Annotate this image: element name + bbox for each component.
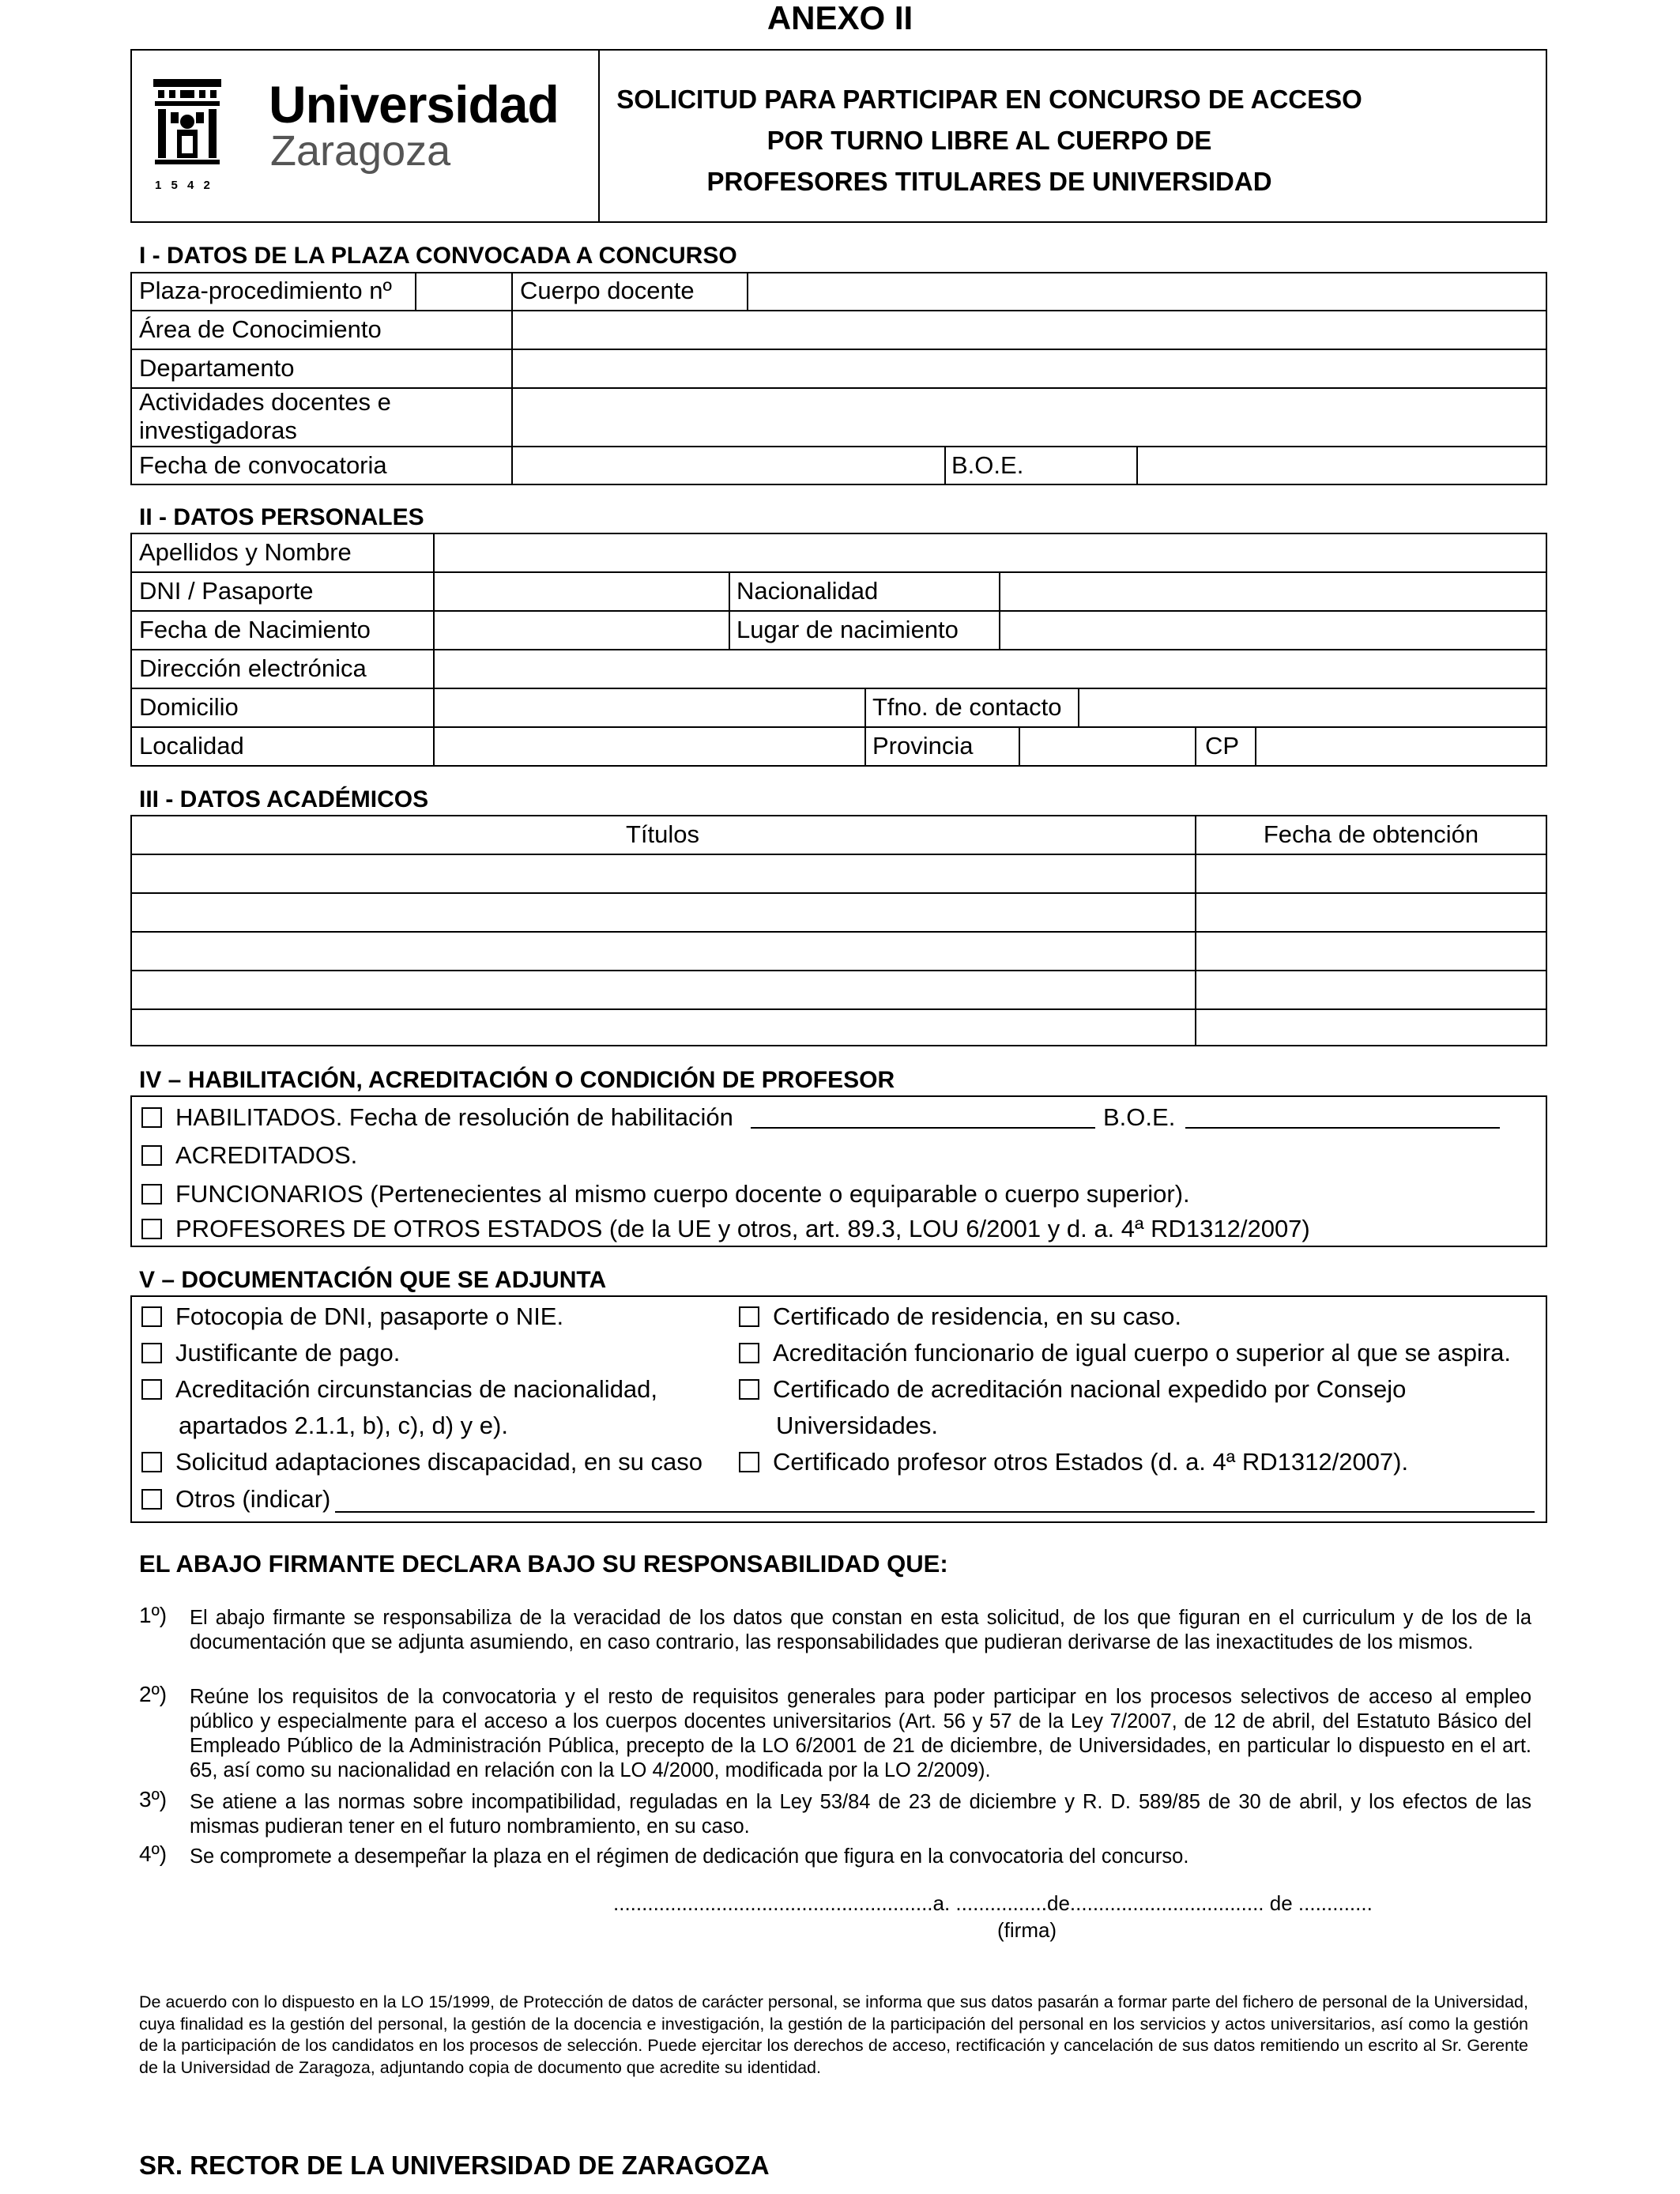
- area-label: Área de Conocimiento: [139, 315, 382, 343]
- titulo-row-2[interactable]: [132, 894, 1193, 930]
- fecha-obtencion-header: Fecha de obtención: [1263, 820, 1479, 848]
- acreditacion-funcionario-checkbox[interactable]: [739, 1343, 759, 1363]
- provincia-field[interactable]: [1021, 728, 1193, 765]
- acreditados-label: ACREDITADOS.: [175, 1141, 358, 1169]
- departamento-label: Departamento: [139, 354, 295, 382]
- university-building-icon: [152, 77, 223, 182]
- addressee: SR. RECTOR DE LA UNIVERSIDAD DE ZARAGOZA: [139, 2151, 770, 2180]
- justificante-pago-checkbox[interactable]: [141, 1343, 162, 1363]
- declaration-item-2-text: Reúne los requisitos de la convocatoria y el resto de requisitos generales para poder participar en los procesos selectivos de acceso al empleo público y especialmente para el acceso a los cuerpos docentes universitarios (Art. 56 y 57 de la Ley 7/2007, de 12 de abril, del Estatuto Básico del Empleado Público de la Administración Pública, precepto de la LO 6/2001 de 21 de diciembre, de Universidades, en particular lo dispuesto en el art. 65, así como su nacionalidad en relación con la LO 4/2000, modificada por la LO 2/2009).: [190, 1686, 1531, 1781]
- otros-field-line[interactable]: [335, 1511, 1535, 1513]
- certificado-profesor-otros-estados-checkbox[interactable]: [739, 1452, 759, 1472]
- logo-city: Zaragoza: [270, 127, 451, 175]
- habilitados-label: HABILITADOS. Fecha de resolución de habilitación: [175, 1103, 733, 1131]
- email-label: Dirección electrónica: [139, 654, 367, 682]
- acreditacion-nacionalidad-checkbox[interactable]: [141, 1379, 162, 1400]
- certificado-profesor-otros-estados-label: Certificado profesor otros Estados (d. a. 4ª RD1312/2007).: [773, 1448, 1409, 1476]
- certificado-acreditacion-nacional-label-2: Universidades.: [776, 1412, 939, 1439]
- fecha-row-4[interactable]: [1196, 971, 1546, 1008]
- plaza-label: Plaza-procedimiento nº: [139, 277, 392, 304]
- telefono-label: Tfno. de contacto: [872, 693, 1062, 721]
- titulo-row-5[interactable]: [132, 1010, 1193, 1045]
- section-5-heading: V – DOCUMENTACIÓN QUE SE ADJUNTA: [139, 1267, 607, 1293]
- adaptaciones-discapacidad-label: Solicitud adaptaciones discapacidad, en su caso: [175, 1448, 703, 1476]
- titulo-row-3[interactable]: [132, 933, 1193, 969]
- localidad-field[interactable]: [435, 728, 863, 765]
- actividades-field[interactable]: [514, 389, 1546, 445]
- nacionalidad-label: Nacionalidad: [736, 577, 879, 605]
- apellidos-label: Apellidos y Nombre: [139, 538, 352, 566]
- actividades-label-1: Actividades docentes e: [139, 388, 391, 416]
- dni-field[interactable]: [435, 573, 727, 609]
- fecha-nacimiento-label: Fecha de Nacimiento: [139, 616, 371, 643]
- cuerpo-label: Cuerpo docente: [520, 277, 695, 304]
- area-field[interactable]: [514, 311, 1546, 348]
- declaration-heading: EL ABAJO FIRMANTE DECLARA BAJO SU RESPONSABILIDAD QUE:: [139, 1550, 948, 1578]
- signature-line[interactable]: ........................................................a. ................de.................................. de .............: [613, 1891, 1373, 1915]
- university-logo: [152, 77, 563, 196]
- titulos-header: Títulos: [625, 820, 700, 848]
- fecha-row-1[interactable]: [1196, 855, 1546, 892]
- declaration-item-2-number: 2º): [139, 1682, 168, 1706]
- certificado-residencia-checkbox[interactable]: [739, 1306, 759, 1327]
- fecha-convocatoria-field[interactable]: [514, 447, 943, 484]
- cuerpo-field[interactable]: [749, 273, 1546, 309]
- declaration-item-4-number: 4º): [139, 1842, 168, 1866]
- privacy-notice: De acuerdo con lo dispuesto en la LO 15/1999, de Protección de datos de carácter personal, se informa que sus datos pasarán a formar parte del fichero de personal de la Universidad, cuya finalidad es la gestión del personal, la gestión de la docencia e investigación, la gestión de la participación del personal en los servicios y actos universitarios, así como la gestión de la participación de los candidatos en los procesos de selección. Puede ejercitar los derechos de acceso, rectificación y cancelación de sus datos remitiendo un escrito al Sr. Gerente de la Universidad de Zaragoza, adjuntando copia de documento que acredite su identidad.: [139, 1992, 1528, 2077]
- section-1-heading: I - DATOS DE LA PLAZA CONVOCADA A CONCURSO: [139, 243, 737, 269]
- declaration-item-1-number: 1º): [139, 1603, 168, 1627]
- certificado-residencia-label: Certificado de residencia, en su caso.: [773, 1302, 1181, 1330]
- fotocopia-dni-label: Fotocopia de DNI, pasaporte o NIE.: [175, 1302, 564, 1330]
- acreditacion-nacionalidad-label: Acreditación circunstancias de nacionalidad,: [175, 1375, 658, 1403]
- declaration-item-1-text: El abajo firmante se responsabiliza de la veracidad de los datos que constan en esta solicitud, de los que figuran en el curriculum y de los de la documentación que se adjunta asumiendo, en caso contrario, las responsabilidades que pudieran derivarse de las inexactitudes de los mismos.: [190, 1607, 1531, 1653]
- otros-checkbox[interactable]: [141, 1489, 162, 1510]
- boe-field[interactable]: [1139, 447, 1546, 484]
- section-4-heading: IV – HABILITACIÓN, ACREDITACIÓN O CONDICIÓN DE PROFESOR: [139, 1067, 895, 1093]
- titulo-row-1[interactable]: [132, 855, 1193, 892]
- signature-label: (firma): [997, 1918, 1057, 1942]
- form-title-line-1: SOLICITUD PARA PARTICIPAR EN CONCURSO DE ACCESO: [616, 85, 1362, 114]
- habilitacion-boe-line[interactable]: [1185, 1127, 1500, 1129]
- profesores-otros-estados-label: PROFESORES DE OTROS ESTADOS (de la UE y otros, art. 89.3, LOU 6/2001 y d. a. 4ª RD1312/2007): [175, 1215, 1310, 1242]
- cp-field[interactable]: [1257, 728, 1546, 765]
- acreditados-checkbox[interactable]: [141, 1145, 162, 1166]
- fotocopia-dni-checkbox[interactable]: [141, 1306, 162, 1327]
- habilitados-checkbox[interactable]: [141, 1107, 162, 1128]
- localidad-label: Localidad: [139, 732, 244, 760]
- telefono-field[interactable]: [1080, 689, 1546, 726]
- funcionarios-label: FUNCIONARIOS (Pertenecientes al mismo cuerpo docente o equiparable o cuerpo superior).: [175, 1180, 1190, 1208]
- apellidos-field[interactable]: [435, 534, 1546, 571]
- domicilio-label: Domicilio: [139, 693, 239, 721]
- habilitados-boe-label: B.O.E.: [1103, 1103, 1176, 1131]
- declaration-item-4-text: Se compromete a desempeñar la plaza en el régimen de dedicación que figura en la convocatoria del concurso.: [190, 1845, 1189, 1868]
- form-title-line-3: PROFESORES TITULARES DE UNIVERSIDAD: [706, 167, 1272, 196]
- section-2-heading: II - DATOS PERSONALES: [139, 504, 424, 530]
- fecha-row-5[interactable]: [1196, 1010, 1546, 1045]
- plaza-field[interactable]: [417, 273, 510, 309]
- fecha-nacimiento-field[interactable]: [435, 612, 727, 648]
- adaptaciones-discapacidad-checkbox[interactable]: [141, 1452, 162, 1472]
- fecha-row-2[interactable]: [1196, 894, 1546, 930]
- profesores-otros-estados-checkbox[interactable]: [141, 1219, 162, 1239]
- form-title-line-2: POR TURNO LIBRE AL CUERPO DE: [767, 126, 1212, 155]
- acreditacion-funcionario-label: Acreditación funcionario de igual cuerpo o superior al que se aspira.: [773, 1339, 1512, 1367]
- habilitacion-date-line[interactable]: [751, 1127, 1095, 1129]
- email-field[interactable]: [435, 650, 1546, 687]
- acreditacion-nacionalidad-label-2: apartados 2.1.1, b), c), d) y e).: [179, 1412, 508, 1439]
- provincia-label: Provincia: [872, 732, 974, 760]
- funcionarios-checkbox[interactable]: [141, 1184, 162, 1204]
- declaration-item-3-number: 3º): [139, 1787, 168, 1811]
- section-3-heading: III - DATOS ACADÉMICOS: [139, 786, 429, 812]
- cp-label: CP: [1205, 732, 1240, 760]
- fecha-convocatoria-label: Fecha de convocatoria: [139, 451, 387, 479]
- actividades-label-2: investigadoras: [139, 417, 297, 444]
- dni-label: DNI / Pasaporte: [139, 577, 314, 605]
- logo-year: 1 5 4 2: [155, 179, 213, 192]
- declaration-item-3-text: Se atiene a las normas sobre incompatibilidad, reguladas en la Ley 53/84 de 23 de diciembre y R. D. 589/85 de 30 de abril, y los efectos de las mismas pudieran tener en el futuro nombramiento, en su caso.: [190, 1791, 1531, 1838]
- certificado-acreditacion-nacional-checkbox[interactable]: [739, 1379, 759, 1400]
- certificado-acreditacion-nacional-label: Certificado de acreditación nacional expedido por Consejo: [773, 1375, 1407, 1403]
- titulo-row-4[interactable]: [132, 971, 1193, 1008]
- boe-label: B.O.E.: [951, 451, 1024, 479]
- otros-label: Otros (indicar): [175, 1485, 331, 1513]
- fecha-row-3[interactable]: [1196, 933, 1546, 969]
- domicilio-field[interactable]: [435, 689, 863, 726]
- logo-university: Universidad: [269, 75, 559, 134]
- annex-title: ANEXO II: [767, 0, 913, 36]
- nacionalidad-field[interactable]: [1001, 573, 1546, 609]
- lugar-nacimiento-label: Lugar de nacimiento: [736, 616, 959, 643]
- departamento-field[interactable]: [514, 350, 1546, 386]
- justificante-pago-label: Justificante de pago.: [175, 1339, 401, 1367]
- lugar-nacimiento-field[interactable]: [1001, 612, 1546, 648]
